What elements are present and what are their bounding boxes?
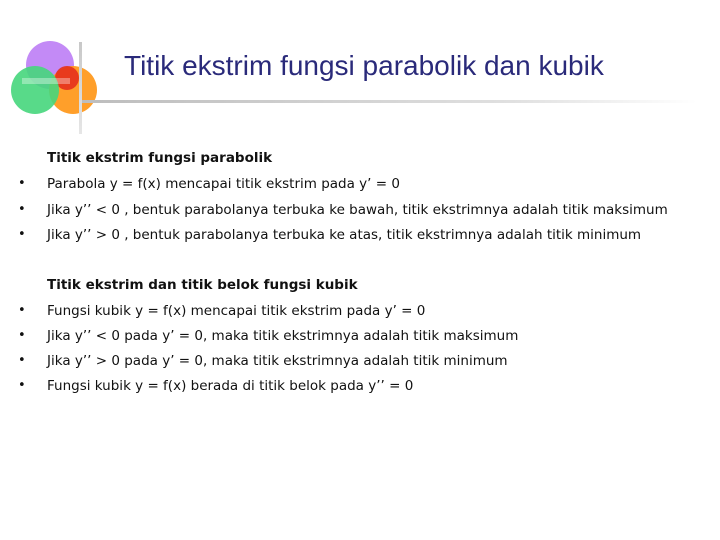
list-item-text: Fungsi kubik y = f(x) berada di titik belok pada y’’ = 0 xyxy=(47,378,414,394)
list-item-text: Parabola y = f(x) mencapai titik ekstrim pada y’ = 0 xyxy=(47,176,400,192)
list-item-text: Jika y’’ < 0 , bentuk parabolanya terbuka ke bawah, titik ekstrimnya adalah titik maksimum xyxy=(47,202,668,218)
bullet-icon: • xyxy=(18,378,26,393)
bullet-icon: • xyxy=(18,328,26,343)
list-item xyxy=(0,303,720,325)
bullet-icon: • xyxy=(18,353,26,368)
bullet-icon: • xyxy=(18,202,26,217)
section-heading-parabolic: Titik ekstrim fungsi parabolik xyxy=(47,150,273,166)
bullet-icon: • xyxy=(18,303,26,318)
list-item xyxy=(0,353,720,375)
list-item xyxy=(0,202,720,224)
list-item-text: Jika y’’ > 0 , bentuk parabolanya terbuka ke atas, titik ekstrimnya adalah titik minimum xyxy=(47,227,642,243)
list-item-text: Jika y’’ < 0 pada y’ = 0, maka titik ekstrimnya adalah titik maksimum xyxy=(47,328,519,344)
section-heading-cubic: Titik ekstrim dan titik belok fungsi kubik xyxy=(47,277,358,293)
title-horizontal-rule xyxy=(82,100,697,103)
list-item xyxy=(0,328,720,350)
slide-title: Titik ekstrim fungsi parabolik dan kubik xyxy=(124,50,604,81)
list-item xyxy=(0,227,720,249)
bullet-icon: • xyxy=(18,176,26,191)
list-item xyxy=(0,378,720,400)
list-item xyxy=(0,176,720,198)
slide-logo-icon xyxy=(0,0,110,140)
bullet-icon: • xyxy=(18,227,26,242)
title-vertical-rule xyxy=(79,42,82,134)
list-item-text: Jika y’’ > 0 pada y’ = 0, maka titik ekstrimnya adalah titik minimum xyxy=(47,353,508,369)
list-item-text: Fungsi kubik y = f(x) mencapai titik ekstrim pada y’ = 0 xyxy=(47,303,426,319)
